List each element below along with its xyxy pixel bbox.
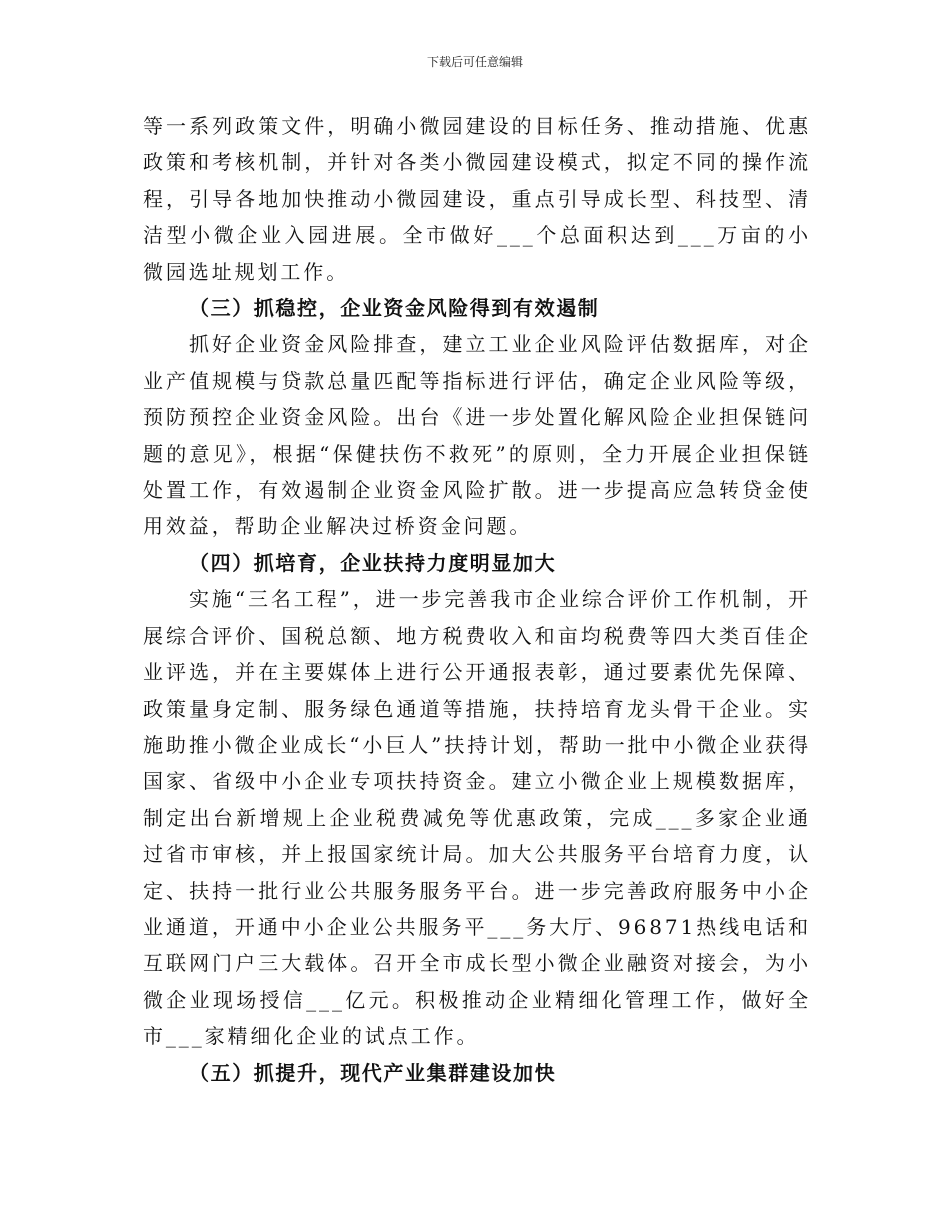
section-heading-5: （五）抓提升，现代产业集群建设加快 [189, 1060, 557, 1085]
document-body [143, 108, 811, 1091]
section-heading-4: （四）抓培育，企业扶持力度明显加大 [189, 550, 557, 575]
page-header-note: 下载后可任意编辑 [426, 55, 523, 69]
paragraph-continued: 等一系列政策文件，明确小微园建设的目标任务、推动措施、优惠政策和考核机制，并针对各类小微园建设模式，拟定不同的操作流程，引导各地加快推动小微园建设，重点引导成长型、科技型、清洁型小微企业入园进展。全市做好___个总面积达到___万亩的小微园选址规划工作。 [143, 114, 811, 284]
paragraph-cultivation: 实施“三名工程”，进一步完善我市企业综合评价工作机制，开展综合评价、国税总额、地方税费收入和亩均税费等四大类百佳企业评选，并在主要媒体上进行公开通报表彰，通过要素优先保障、政策量身定制、服务绿色通道等措施，扶持培育龙头骨干企业。实施助推小微企业成长“小巨人”扶持计划，帮助一批中小微企业获得国家、省级中小企业专项扶持资金。建立小微企业上规模数据库，制定出台新增规上企业税费减免等优惠政策，完成___多家企业通过省市审核，并上报国家统计局。加大公共服务平台培育力度，认定、扶持一批行业公共服务服务平台。进一步完善政府服务中小企业通道，开通中小企业公共服务平___务大厅、96871热线电话和互联网门户三大载体。召开全市成长型小微企业融资对接会，为小微企业现场授信___亿元。积极推动企业精细化管理工作，做好全市___家精细化企业的试点工作。 [143, 587, 811, 1049]
paragraph-risk-control: 抓好企业资金风险排查，建立工业企业风险评估数据库，对企业产值规模与贷款总量匹配等指标进行评估，确定企业风险等级，预防预控企业资金风险。出台《进一步处置化解风险企业担保链问题的意见》，根据“保健扶伤不救死”的原则，全力开展企业担保链处置工作，有效遏制企业资金风险扩散。进一步提高应急转贷金使用效益，帮助企业解决过桥资金问题。 [143, 332, 811, 539]
section-heading-3: （三）抓稳控，企业资金风险得到有效遏制 [189, 296, 600, 321]
